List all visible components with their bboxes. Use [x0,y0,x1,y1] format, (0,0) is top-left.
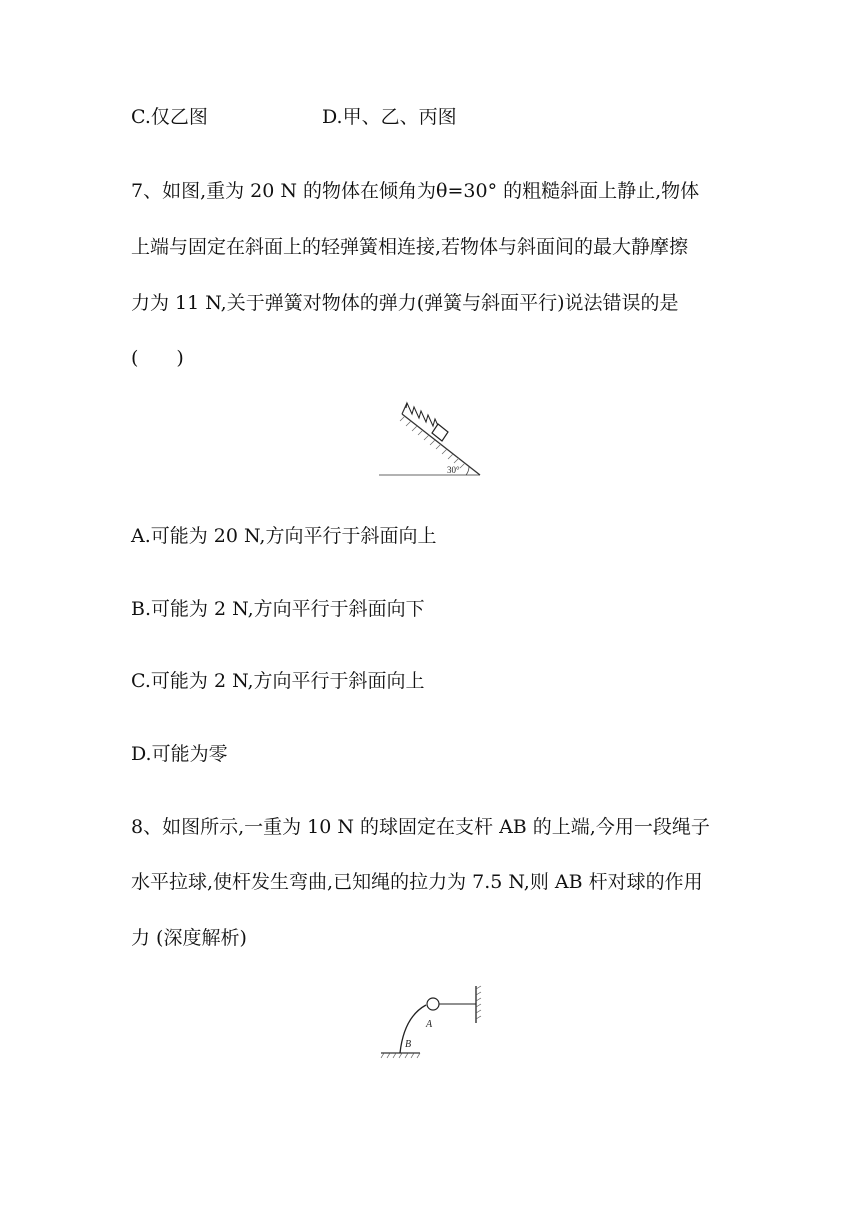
q7-option-c: C.可能为 2 N,方向平行于斜面向上 [131,670,425,692]
q7-stem-line-2: 上端与固定在斜面上的轻弹簧相连接,若物体与斜面间的最大静摩擦 [131,236,689,258]
q7-angle-label: 30° [447,465,460,475]
q8-stem-line-2: 水平拉球,使杆发生弯曲,已知绳的拉力为 7.5 N,则 AB 杆对球的作用 [131,871,703,893]
q7-stem-line-1: 7、如图,重为 20 N 的物体在倾角为θ=30° 的粗糙斜面上静止,物体 [131,180,700,202]
q8-stem-line-3: 力 (深度解析) [131,927,247,949]
q8-label-a: A [426,1019,433,1030]
q8-stem-line-1: 8、如图所示,一重为 10 N 的球固定在支杆 AB 的上端,今用一段绳子 [131,816,710,838]
q7-incline-figure [376,398,486,480]
q7-stem-line-3: 力为 11 N,关于弹簧对物体的弹力(弹簧与斜面平行)说法错误的是 [131,292,679,314]
q7-option-a: A.可能为 20 N,方向平行于斜面向上 [131,525,437,547]
q7-stem-line-4: ( ) [131,347,184,369]
q6-option-c: C.仅乙图 [131,106,208,128]
q7-option-d: D.可能为零 [131,743,228,765]
q6-option-d: D.甲、乙、丙图 [322,106,457,128]
q8-rod-figure [378,983,493,1059]
q8-label-b: B [405,1039,412,1050]
q7-option-b: B.可能为 2 N,方向平行于斜面向下 [131,598,425,620]
